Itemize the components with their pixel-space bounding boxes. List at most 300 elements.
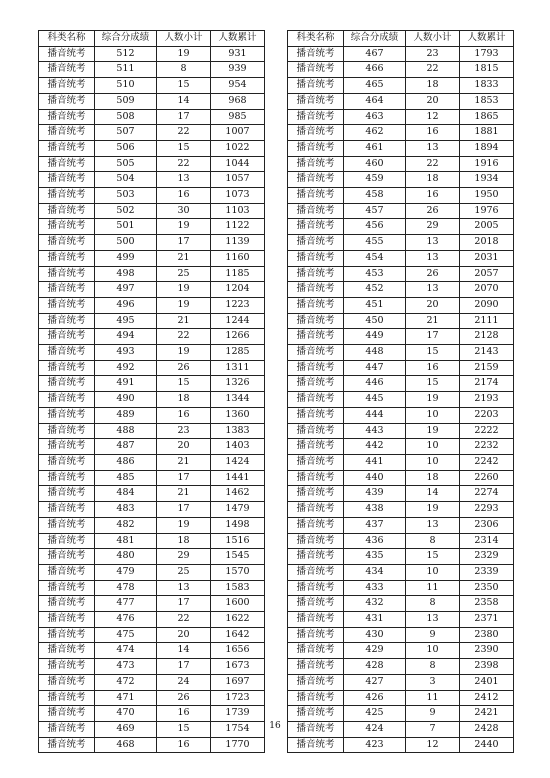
cell-cumulative: 1223 [211,297,265,313]
header-row [39,31,265,47]
cell-score: 494 [95,329,157,345]
cell-category: 播音统考 [39,93,95,109]
cell-count: 17 [157,596,211,612]
cell-cumulative: 2440 [460,737,514,753]
cell-count: 19 [406,423,460,439]
table-row [288,78,514,94]
table-row [288,674,514,690]
cell-score: 454 [344,250,406,266]
cell-count: 17 [406,329,460,345]
cell-category: 播音统考 [39,297,95,313]
cell-count: 18 [157,392,211,408]
cell-category: 播音统考 [39,392,95,408]
cell-cumulative: 1285 [211,345,265,361]
cell-category: 播音统考 [288,549,344,565]
cell-cumulative: 2242 [460,454,514,470]
cell-category: 播音统考 [39,502,95,518]
cell-category: 播音统考 [288,580,344,596]
cell-count: 22 [157,156,211,172]
header-category: 科类名称 [39,31,95,47]
table-row [39,502,265,518]
cell-score: 437 [344,517,406,533]
right-table-header [288,31,514,47]
cell-count: 9 [406,706,460,722]
cell-count: 26 [406,266,460,282]
cell-cumulative: 1622 [211,612,265,628]
table-row [39,533,265,549]
cell-score: 511 [95,62,157,78]
table-row [39,235,265,251]
cell-count: 16 [406,125,460,141]
cell-score: 473 [95,659,157,675]
cell-score: 432 [344,596,406,612]
table-row [288,564,514,580]
cell-score: 425 [344,706,406,722]
table-row [288,46,514,62]
cell-category: 播音统考 [288,250,344,266]
cell-score: 498 [95,266,157,282]
cell-score: 464 [344,93,406,109]
cell-category: 播音统考 [39,360,95,376]
cell-category: 播音统考 [39,423,95,439]
cell-category: 播音统考 [39,737,95,753]
cell-count: 20 [406,93,460,109]
cell-category: 播音统考 [39,549,95,565]
header-category: 科类名称 [288,31,344,47]
cell-score: 477 [95,596,157,612]
table-row [39,439,265,455]
table-row [39,266,265,282]
cell-count: 15 [406,549,460,565]
cell-category: 播音统考 [39,219,95,235]
cell-count: 21 [406,313,460,329]
cell-score: 440 [344,470,406,486]
cell-score: 476 [95,612,157,628]
cell-cumulative: 968 [211,93,265,109]
table-row [39,470,265,486]
cell-cumulative: 2128 [460,329,514,345]
cell-category: 播音统考 [39,188,95,204]
table-row [39,392,265,408]
table-row [288,329,514,345]
cell-category: 播音统考 [288,46,344,62]
cell-count: 18 [157,533,211,549]
table-row [288,345,514,361]
cell-category: 播音统考 [288,454,344,470]
cell-cumulative: 1022 [211,140,265,156]
cell-cumulative: 1516 [211,533,265,549]
cell-category: 播音统考 [39,250,95,266]
table-row [39,737,265,753]
table-row [288,533,514,549]
cell-category: 播音统考 [288,690,344,706]
cell-count: 18 [406,78,460,94]
cell-count: 17 [157,470,211,486]
cell-score: 467 [344,46,406,62]
cell-category: 播音统考 [288,376,344,392]
cell-cumulative: 2203 [460,407,514,423]
table-row [288,643,514,659]
cell-count: 14 [157,93,211,109]
cell-category: 播音统考 [39,62,95,78]
cell-score: 496 [95,297,157,313]
table-row [288,407,514,423]
table-row [288,282,514,298]
cell-cumulative: 2350 [460,580,514,596]
cell-count: 8 [157,62,211,78]
cell-count: 13 [406,517,460,533]
cell-count: 17 [157,109,211,125]
cell-score: 474 [95,643,157,659]
cell-count: 13 [157,172,211,188]
cell-cumulative: 1881 [460,125,514,141]
cell-score: 427 [344,674,406,690]
cell-count: 16 [157,737,211,753]
cell-score: 502 [95,203,157,219]
cell-category: 播音统考 [288,313,344,329]
cell-count: 22 [406,62,460,78]
cell-cumulative: 2390 [460,643,514,659]
cell-cumulative: 1160 [211,250,265,266]
cell-category: 播音统考 [39,203,95,219]
cell-count: 13 [406,235,460,251]
cell-cumulative: 1600 [211,596,265,612]
cell-score: 430 [344,627,406,643]
cell-score: 439 [344,486,406,502]
header-score: 综合分成绩 [95,31,157,47]
cell-score: 460 [344,156,406,172]
cell-score: 428 [344,659,406,675]
header-cumulative: 人数累计 [211,31,265,47]
cell-cumulative: 1057 [211,172,265,188]
cell-score: 503 [95,188,157,204]
cell-score: 482 [95,517,157,533]
cell-category: 播音统考 [288,345,344,361]
cell-score: 471 [95,690,157,706]
cell-category: 播音统考 [288,439,344,455]
cell-category: 播音统考 [288,564,344,580]
cell-category: 播音统考 [288,612,344,628]
cell-category: 播音统考 [288,282,344,298]
cell-category: 播音统考 [39,674,95,690]
header-row [288,31,514,47]
table-row [39,376,265,392]
cell-category: 播音统考 [39,172,95,188]
cell-category: 播音统考 [288,329,344,345]
cell-cumulative: 1204 [211,282,265,298]
cell-count: 8 [406,596,460,612]
cell-count: 16 [406,360,460,376]
cell-cumulative: 2143 [460,345,514,361]
cell-cumulative: 2329 [460,549,514,565]
cell-cumulative: 2174 [460,376,514,392]
cell-cumulative: 2031 [460,250,514,266]
cell-cumulative: 1462 [211,486,265,502]
cell-category: 播音统考 [288,674,344,690]
cell-score: 492 [95,360,157,376]
table-row [288,549,514,565]
left-table-header [39,31,265,47]
cell-category: 播音统考 [39,46,95,62]
cell-category: 播音统考 [288,596,344,612]
cell-count: 21 [157,454,211,470]
cell-category: 播音统考 [39,470,95,486]
cell-score: 443 [344,423,406,439]
table-row [39,674,265,690]
cell-score: 452 [344,282,406,298]
table-row [39,172,265,188]
cell-category: 播音统考 [39,376,95,392]
cell-count: 21 [157,250,211,266]
cell-count: 13 [406,140,460,156]
cell-category: 播音统考 [288,140,344,156]
table-row [288,627,514,643]
cell-count: 10 [406,454,460,470]
cell-count: 10 [406,407,460,423]
cell-category: 播音统考 [288,659,344,675]
cell-score: 466 [344,62,406,78]
cell-score: 447 [344,360,406,376]
cell-category: 播音统考 [288,266,344,282]
cell-score: 453 [344,266,406,282]
cell-category: 播音统考 [288,737,344,753]
table-row [288,517,514,533]
cell-score: 489 [95,407,157,423]
table-row [39,250,265,266]
cell-score: 436 [344,533,406,549]
cell-cumulative: 1044 [211,156,265,172]
cell-score: 449 [344,329,406,345]
table-row [39,690,265,706]
cell-cumulative: 2339 [460,564,514,580]
cell-cumulative: 2018 [460,235,514,251]
cell-score: 472 [95,674,157,690]
cell-cumulative: 1770 [211,737,265,753]
cell-count: 11 [406,690,460,706]
cell-cumulative: 1122 [211,219,265,235]
cell-category: 播音统考 [288,203,344,219]
cell-category: 播音统考 [39,109,95,125]
table-row [288,659,514,675]
cell-score: 510 [95,78,157,94]
cell-count: 8 [406,659,460,675]
cell-cumulative: 2232 [460,439,514,455]
cell-cumulative: 2306 [460,517,514,533]
cell-score: 487 [95,439,157,455]
cell-cumulative: 2421 [460,706,514,722]
cell-cumulative: 931 [211,46,265,62]
cell-score: 446 [344,376,406,392]
cell-category: 播音统考 [39,313,95,329]
table-row [39,345,265,361]
cell-cumulative: 1642 [211,627,265,643]
cell-count: 24 [157,674,211,690]
cell-count: 22 [406,156,460,172]
cell-count: 15 [406,345,460,361]
cell-category: 播音统考 [39,266,95,282]
cell-category: 播音统考 [39,517,95,533]
table-row [39,659,265,675]
cell-count: 11 [406,580,460,596]
cell-category: 播音统考 [39,596,95,612]
cell-count: 10 [406,643,460,659]
cell-category: 播音统考 [39,643,95,659]
cell-score: 451 [344,297,406,313]
cell-category: 播音统考 [288,78,344,94]
table-row [39,140,265,156]
cell-score: 497 [95,282,157,298]
cell-score: 455 [344,235,406,251]
cell-cumulative: 1934 [460,172,514,188]
table-row [39,78,265,94]
cell-cumulative: 2380 [460,627,514,643]
cell-count: 19 [157,219,211,235]
cell-cumulative: 2371 [460,612,514,628]
table-row [288,737,514,753]
cell-count: 10 [406,439,460,455]
cell-count: 15 [157,140,211,156]
cell-score: 431 [344,612,406,628]
cell-cumulative: 1498 [211,517,265,533]
cell-category: 播音统考 [288,721,344,737]
cell-count: 22 [157,329,211,345]
cell-count: 25 [157,266,211,282]
cell-score: 512 [95,46,157,62]
table-row [39,297,265,313]
cell-category: 播音统考 [39,140,95,156]
cell-cumulative: 2314 [460,533,514,549]
cell-cumulative: 2159 [460,360,514,376]
cell-category: 播音统考 [288,627,344,643]
table-row [39,627,265,643]
table-row [39,46,265,62]
cell-count: 16 [157,706,211,722]
cell-count: 19 [157,345,211,361]
cell-count: 18 [406,172,460,188]
cell-category: 播音统考 [288,643,344,659]
cell-count: 13 [406,612,460,628]
cell-count: 10 [406,564,460,580]
table-row [288,188,514,204]
cell-count: 14 [157,643,211,659]
cell-category: 播音统考 [39,329,95,345]
table-row [39,486,265,502]
right-score-table [287,30,514,753]
table-row [288,690,514,706]
cell-category: 播音统考 [288,62,344,78]
cell-count: 22 [157,612,211,628]
cell-score: 505 [95,156,157,172]
cell-count: 26 [157,690,211,706]
cell-cumulative: 939 [211,62,265,78]
table-row [39,313,265,329]
cell-cumulative: 2412 [460,690,514,706]
cell-cumulative: 2222 [460,423,514,439]
table-row [39,612,265,628]
cell-score: 504 [95,172,157,188]
cell-category: 播音统考 [39,439,95,455]
table-row [39,109,265,125]
cell-cumulative: 2398 [460,659,514,675]
cell-category: 播音统考 [39,156,95,172]
right-table-body [288,46,514,753]
cell-cumulative: 2260 [460,470,514,486]
header-count: 人数小计 [157,31,211,47]
cell-count: 15 [157,721,211,737]
cell-category: 播音统考 [288,156,344,172]
cell-category: 播音统考 [288,470,344,486]
cell-score: 438 [344,502,406,518]
table-row [39,549,265,565]
cell-score: 480 [95,549,157,565]
table-row [288,250,514,266]
cell-cumulative: 2274 [460,486,514,502]
cell-cumulative: 2293 [460,502,514,518]
table-row [39,407,265,423]
cell-cumulative: 1073 [211,188,265,204]
cell-category: 播音统考 [288,706,344,722]
cell-cumulative: 2005 [460,219,514,235]
cell-score: 441 [344,454,406,470]
table-row [288,612,514,628]
table-row [288,235,514,251]
cell-count: 17 [157,235,211,251]
cell-cumulative: 2193 [460,392,514,408]
cell-count: 19 [157,517,211,533]
cell-count: 21 [157,486,211,502]
cell-count: 8 [406,533,460,549]
cell-category: 播音统考 [288,188,344,204]
cell-category: 播音统考 [39,564,95,580]
table-row [288,470,514,486]
cell-score: 490 [95,392,157,408]
cell-score: 456 [344,219,406,235]
cell-score: 469 [95,721,157,737]
cell-category: 播音统考 [288,297,344,313]
cell-cumulative: 1583 [211,580,265,596]
cell-score: 463 [344,109,406,125]
cell-category: 播音统考 [288,172,344,188]
cell-count: 19 [157,46,211,62]
cell-cumulative: 2111 [460,313,514,329]
cell-score: 445 [344,392,406,408]
cell-category: 播音统考 [39,345,95,361]
table-row [288,172,514,188]
cell-category: 播音统考 [39,612,95,628]
table-row [288,266,514,282]
cell-cumulative: 1853 [460,93,514,109]
cell-count: 13 [406,250,460,266]
cell-score: 478 [95,580,157,596]
cell-score: 461 [344,140,406,156]
cell-category: 播音统考 [288,360,344,376]
cell-score: 442 [344,439,406,455]
cell-count: 26 [157,360,211,376]
cell-count: 15 [406,376,460,392]
cell-count: 29 [157,549,211,565]
cell-cumulative: 1739 [211,706,265,722]
cell-score: 483 [95,502,157,518]
table-row [39,706,265,722]
cell-category: 播音统考 [39,690,95,706]
table-row [39,62,265,78]
cell-score: 468 [95,737,157,753]
cell-count: 17 [157,659,211,675]
cell-count: 12 [406,109,460,125]
table-row [39,643,265,659]
table-row [288,454,514,470]
cell-count: 19 [157,282,211,298]
